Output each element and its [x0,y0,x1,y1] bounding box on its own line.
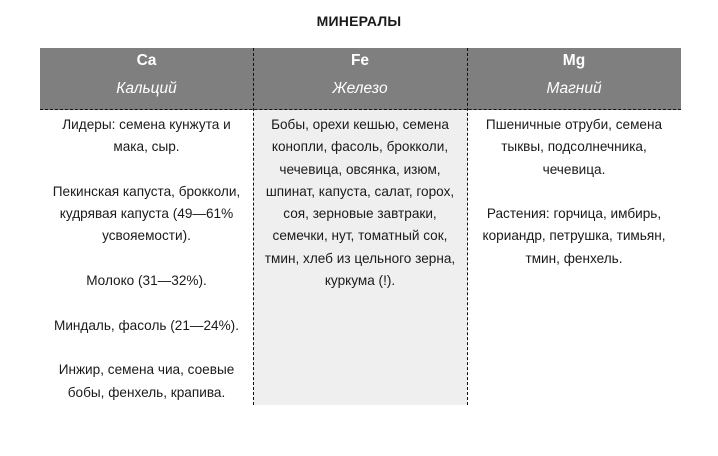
column-header-iron [253,48,467,110]
column-magnesium [467,48,681,405]
text-paragraph: Инжир, семена чиа, соевые бобы, фенхель, крапива. [58,362,235,400]
text-paragraph: Растения: горчица, имбирь, кориандр, петрушка, тимьян, тмин, фенхель. [482,206,666,266]
column-header-magnesium [467,48,681,110]
element-symbol: Ca [136,52,157,69]
text-paragraph: Пшеничные отруби, семена тыквы, подсолнечника, чечевица. [485,117,663,177]
text-paragraph: Лидеры: семена кунжута и мака, сыр. [62,117,231,155]
element-name: Железо [332,80,388,97]
column-iron [253,48,467,405]
column-header-calcium [40,48,253,110]
column-calcium [40,48,253,405]
text-paragraph: Пекинская капуста, брокколи, кудрявая капуста (49—61% усвояемости). [52,183,241,244]
element-name: Кальций [116,80,177,97]
header-divider [40,109,681,110]
minerals-table [40,48,681,405]
text-paragraph: Молоко (31—32%). [86,273,207,289]
column-divider [467,48,468,405]
column-body-iron [259,114,461,292]
column-body-magnesium [473,114,675,270]
element-symbol: Fe [350,52,370,69]
column-divider [253,48,254,405]
element-name: Магний [546,80,602,97]
text-paragraph: Бобы, орехи кешью, семена конопли, фасоль, брокколи, чечевица, овсянка, изюм, шпинат, капуста, салат, горох, соя, зерновые завтраки, семечки, нут, томатный сок, тмин, хлеб из цельного зерна, куркума (!). [264,117,456,289]
column-body-calcium [46,114,247,404]
page-title: МИНЕРАЛЫ [316,13,402,29]
element-symbol: Mg [562,52,586,69]
text-paragraph: Миндаль, фасоль (21—24%). [54,317,239,333]
